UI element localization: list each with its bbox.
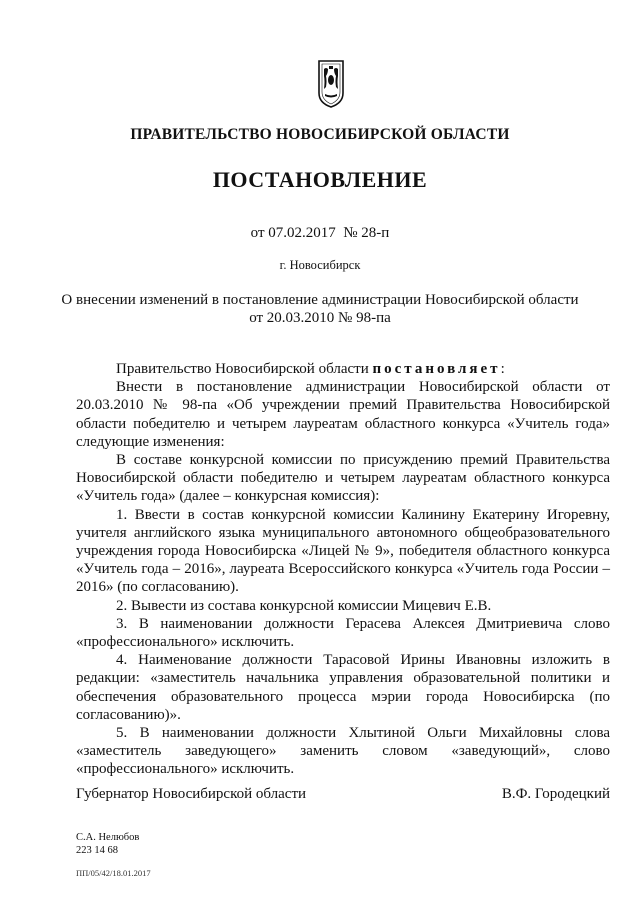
document-date-number: от 07.02.2017 № 28-п xyxy=(250,225,390,241)
list-item-5: 5. В наименовании должности Хлытиной Ольги Михайловны слова «заместитель заведующего» заменить словом «заведующий», слово «профессионального» исключить. xyxy=(76,725,610,778)
signatory-position: Губернатор Новосибирской области xyxy=(76,786,307,802)
executor-info xyxy=(76,832,139,857)
footer-doc-code: ПП/05/42/18.01.2017 xyxy=(76,868,151,878)
signature-block xyxy=(76,786,610,803)
signatory-name: В.Ф. Городецкий xyxy=(501,786,610,802)
list-item-4: 4. Наименование должности Тарасовой Ирины Ивановны изложить в редакции: «заместитель начальника управления образовательной политики и обеспечения образовательного процесса мэрии города Новосибирска (по согласованию)». xyxy=(76,652,610,723)
list-item-2: 2. Вывести из состава конкурсной комиссии Мицевич Е.В. xyxy=(116,597,492,614)
intro-paragraph: Правительство Новосибирской области постановляет: xyxy=(116,361,505,377)
document-subject xyxy=(0,291,640,327)
body-paragraph-1: Внести в постановление администрации Новосибирской области от 20.03.2010 № 98-па «Об учреждении премий Правительства Новосибирской области победителю и четырем лауреатам областного конкурса «Учитель года» следующие изменения: xyxy=(76,379,610,450)
coat-of-arms-icon xyxy=(316,59,346,109)
document-body xyxy=(76,360,610,779)
document-city: г. Новосибирск xyxy=(279,258,361,272)
list-item-1: 1. Ввести в состав конкурсной комиссии Калинину Екатерину Игоревну, учителя английского языка муниципального автономного общеобразовательного учреждения города Новосибирска «Лицей № 9», победителя областного конкурса «Учитель года – 2016», лауреата Всероссийского конкурса «Учитель года России – 2016» (по согласованию). xyxy=(76,506,610,596)
list-item-3: 3. В наименовании должности Герасева Алексея Дмитриевича слово «профессионального» исключить. xyxy=(76,615,610,651)
organization-name: ПРАВИТЕЛЬСТВО НОВОСИБИРСКОЙ ОБЛАСТИ xyxy=(130,126,510,143)
executor-phone: 223 14 68 xyxy=(76,844,118,856)
subject-line-2: от 20.03.2010 № 98-па xyxy=(249,310,391,326)
body-paragraph-2: В составе конкурсной комиссии по присуждению премий Правительства Новосибирской области победителю и четырем лауреатам областного конкурса «Учитель года» (далее – конкурсная комиссия): xyxy=(76,452,610,505)
decree-keyword: постановляет xyxy=(372,361,501,377)
executor-name: С.А. Нелюбов xyxy=(76,832,140,843)
document-type-title: ПОСТАНОВЛЕНИЕ xyxy=(212,167,428,192)
subject-line-1: О внесении изменений в постановление администрации Новосибирской области xyxy=(61,292,579,308)
